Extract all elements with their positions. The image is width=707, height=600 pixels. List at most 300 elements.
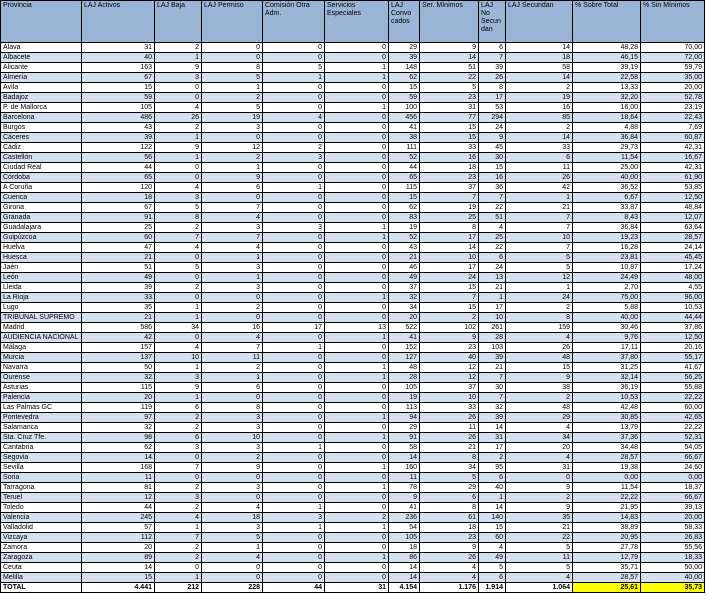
value-cell: 0 — [325, 383, 389, 393]
value-cell: 159 — [506, 323, 573, 333]
value-cell: 4 — [155, 243, 202, 253]
value-cell: 9 — [420, 43, 479, 53]
value-cell: 0 — [202, 493, 263, 503]
value-cell: 62 — [389, 73, 420, 83]
value-cell: 0 — [325, 193, 389, 203]
value-cell: 1 — [155, 573, 202, 583]
value-cell: 8 — [420, 223, 479, 233]
value-cell: 9 — [155, 383, 202, 393]
value-cell: 1 — [325, 363, 389, 373]
value-cell: 39 — [479, 413, 506, 423]
value-cell: 5 — [506, 543, 573, 553]
value-cell: 47 — [82, 243, 155, 253]
value-cell: 12 — [202, 143, 263, 153]
header-row — [1, 1, 705, 43]
value-cell: 22,22 — [641, 393, 705, 403]
value-cell: 4 — [420, 563, 479, 573]
province-cell: Cuenca — [1, 193, 82, 203]
value-cell: 4 — [155, 343, 202, 353]
value-cell: 2 — [202, 153, 263, 163]
value-cell: 63,64 — [641, 223, 705, 233]
value-cell: 6,67 — [573, 193, 641, 203]
table-row — [1, 223, 705, 233]
table-row — [1, 153, 705, 163]
value-cell: 81 — [82, 483, 155, 493]
province-cell: Lleida — [1, 283, 82, 293]
value-cell: 0 — [263, 103, 325, 113]
value-cell: 42,65 — [641, 413, 705, 423]
value-cell: 52,78 — [641, 93, 705, 103]
value-cell: 23,81 — [573, 253, 641, 263]
value-cell: 0 — [202, 573, 263, 583]
value-cell: 113 — [389, 403, 420, 413]
province-cell: La Rioja — [1, 293, 82, 303]
value-cell: 6 — [479, 573, 506, 583]
value-cell: 1 — [155, 133, 202, 143]
value-cell: 5 — [263, 63, 325, 73]
table-row — [1, 523, 705, 533]
value-cell: 26 — [479, 73, 506, 83]
value-cell: 0,00 — [573, 473, 641, 483]
value-cell: 7 — [506, 243, 573, 253]
value-cell: 1 — [325, 553, 389, 563]
value-cell: 60 — [82, 233, 155, 243]
value-cell: 42 — [82, 333, 155, 343]
value-cell: 1 — [263, 183, 325, 193]
value-cell: 26 — [155, 113, 202, 123]
value-cell: 17 — [479, 93, 506, 103]
value-cell: 0 — [263, 163, 325, 173]
value-cell: 11,54 — [573, 483, 641, 493]
value-cell: 70,00 — [641, 43, 705, 53]
value-cell: 23 — [420, 173, 479, 183]
province-cell: Alicante — [1, 63, 82, 73]
value-cell: 48 — [506, 353, 573, 363]
province-cell: Albacete — [1, 53, 82, 63]
value-cell: 115 — [82, 383, 155, 393]
value-cell: 14 — [82, 453, 155, 463]
table-row — [1, 63, 705, 73]
value-cell: 1 — [325, 73, 389, 83]
value-cell: 5 — [202, 73, 263, 83]
value-cell: 2 — [202, 93, 263, 103]
value-cell: 4 — [155, 103, 202, 113]
value-cell: 140 — [479, 513, 506, 523]
value-cell: 1 — [506, 283, 573, 293]
table-row — [1, 303, 705, 313]
value-cell: 0 — [325, 133, 389, 143]
value-cell: 0 — [325, 163, 389, 173]
value-cell: 1 — [155, 53, 202, 63]
value-cell: 26 — [506, 173, 573, 183]
table-row — [1, 423, 705, 433]
value-cell: 1 — [263, 523, 325, 533]
value-cell: 32 — [82, 373, 155, 383]
value-cell: 89 — [82, 553, 155, 563]
value-cell: 5,88 — [573, 303, 641, 313]
province-cell: Las Palmas GC — [1, 403, 82, 413]
value-cell: 15 — [420, 133, 479, 143]
total-value: 1.914 — [479, 583, 506, 593]
value-cell: 29 — [420, 483, 479, 493]
table-row — [1, 263, 705, 273]
value-cell: 120 — [82, 183, 155, 193]
value-cell: 0 — [155, 163, 202, 173]
value-cell: 0 — [325, 243, 389, 253]
value-cell: 15 — [479, 163, 506, 173]
table-row — [1, 113, 705, 123]
total-value: 31 — [325, 583, 389, 593]
value-cell: 14 — [389, 573, 420, 583]
table-row — [1, 213, 705, 223]
table-row — [1, 533, 705, 543]
value-cell: 9 — [479, 133, 506, 143]
value-cell: 0 — [325, 503, 389, 513]
total-value: 212 — [155, 583, 202, 593]
value-cell: 17,11 — [573, 343, 641, 353]
value-cell: 19 — [202, 113, 263, 123]
value-cell: 3 — [155, 373, 202, 383]
value-cell: 21 — [82, 253, 155, 263]
value-cell: 44,44 — [641, 313, 705, 323]
province-cell: Barcelona — [1, 113, 82, 123]
table-row — [1, 433, 705, 443]
value-cell: 23 — [420, 343, 479, 353]
table-row — [1, 363, 705, 373]
value-cell: 163 — [82, 63, 155, 73]
value-cell: 15 — [420, 303, 479, 313]
column-header: Comisión Otra Adm. — [263, 1, 325, 43]
value-cell: 1 — [325, 373, 389, 383]
value-cell: 12,79 — [573, 553, 641, 563]
value-cell: 17 — [420, 263, 479, 273]
value-cell: 1 — [155, 523, 202, 533]
value-cell: 39 — [82, 133, 155, 143]
value-cell: 41 — [389, 123, 420, 133]
value-cell: 40,00 — [573, 173, 641, 183]
value-cell: 42 — [506, 183, 573, 193]
value-cell: 5 — [155, 203, 202, 213]
value-cell: 2 — [155, 283, 202, 293]
value-cell: 4 — [202, 333, 263, 343]
value-cell: 9 — [506, 503, 573, 513]
value-cell: 38 — [389, 133, 420, 143]
province-cell: Cantabria — [1, 443, 82, 453]
value-cell: 0 — [325, 53, 389, 63]
value-cell: 30,46 — [573, 323, 641, 333]
value-cell: 3 — [155, 193, 202, 203]
value-cell: 2 — [202, 303, 263, 313]
value-cell: 19,23 — [573, 233, 641, 243]
value-cell: 91 — [82, 213, 155, 223]
province-cell: Salamanca — [1, 423, 82, 433]
value-cell: 0 — [202, 133, 263, 143]
province-cell: Huelva — [1, 243, 82, 253]
value-cell: 36,52 — [573, 183, 641, 193]
column-header: Provincia — [1, 1, 82, 43]
value-cell: 0 — [263, 353, 325, 363]
column-header: LAJ Activos — [82, 1, 155, 43]
value-cell: 0 — [325, 563, 389, 573]
value-cell: 45 — [479, 143, 506, 153]
value-cell: 0 — [263, 383, 325, 393]
value-cell: 24 — [479, 263, 506, 273]
value-cell: 65 — [82, 173, 155, 183]
value-cell: 20,95 — [573, 533, 641, 543]
province-cell: Cáceres — [1, 133, 82, 143]
province-cell: Ourense — [1, 373, 82, 383]
value-cell: 2 — [325, 513, 389, 523]
value-cell: 5 — [506, 253, 573, 263]
value-cell: 4 — [155, 183, 202, 193]
value-cell: 40 — [479, 483, 506, 493]
column-header: LAJ Secundan — [506, 1, 573, 43]
value-cell: 0 — [155, 563, 202, 573]
table-row — [1, 373, 705, 383]
value-cell: 0 — [263, 313, 325, 323]
value-cell: 25,00 — [573, 163, 641, 173]
value-cell: 36,84 — [573, 223, 641, 233]
value-cell: 2 — [155, 43, 202, 53]
value-cell: 85 — [506, 113, 573, 123]
value-cell: 0 — [263, 413, 325, 423]
province-cell: Segovia — [1, 453, 82, 463]
value-cell: 23 — [420, 533, 479, 543]
value-cell: 7 — [479, 373, 506, 383]
value-cell: 9,76 — [573, 333, 641, 343]
value-cell: 3 — [202, 263, 263, 273]
value-cell: 5 — [420, 473, 479, 483]
value-cell: 0 — [325, 183, 389, 193]
value-cell: 24 — [479, 123, 506, 133]
value-cell: 0 — [263, 283, 325, 293]
value-cell: 5 — [202, 103, 263, 113]
value-cell: 0 — [325, 93, 389, 103]
table-row — [1, 93, 705, 103]
table-row — [1, 103, 705, 113]
value-cell: 26,83 — [641, 533, 705, 543]
total-value: 4.441 — [82, 583, 155, 593]
value-cell: 10,53 — [641, 303, 705, 313]
value-cell: 11 — [389, 473, 420, 483]
value-cell: 34 — [506, 433, 573, 443]
value-cell: 5 — [155, 263, 202, 273]
value-cell: 2 — [202, 453, 263, 463]
value-cell: 0 — [155, 473, 202, 483]
value-cell: 39 — [479, 63, 506, 73]
value-cell: 157 — [82, 343, 155, 353]
table-row — [1, 233, 705, 243]
province-cell: Valencia — [1, 513, 82, 523]
value-cell: 0 — [155, 83, 202, 93]
value-cell: 15 — [82, 83, 155, 93]
value-cell: 7 — [202, 233, 263, 243]
value-cell: 6 — [479, 473, 506, 483]
value-cell: 3 — [202, 483, 263, 493]
value-cell: 0 — [325, 253, 389, 263]
province-cell: Guadalajara — [1, 223, 82, 233]
value-cell: 16 — [202, 323, 263, 333]
value-cell: 1 — [479, 493, 506, 503]
value-cell: 86 — [389, 553, 420, 563]
value-cell: 9 — [506, 373, 573, 383]
table-row — [1, 203, 705, 213]
value-cell: 22,43 — [641, 113, 705, 123]
value-cell: 0 — [263, 83, 325, 93]
value-cell: 20,00 — [641, 83, 705, 93]
value-cell: 7 — [420, 193, 479, 203]
value-cell: 2 — [155, 223, 202, 233]
value-cell: 148 — [389, 63, 420, 73]
value-cell: 51 — [420, 63, 479, 73]
value-cell: 21 — [420, 443, 479, 453]
value-cell: 7 — [479, 53, 506, 63]
value-cell: 16,67 — [641, 153, 705, 163]
value-cell: 43 — [389, 243, 420, 253]
value-cell: 0 — [325, 573, 389, 583]
value-cell: 0 — [263, 533, 325, 543]
value-cell: 0 — [325, 43, 389, 53]
value-cell: 0 — [263, 293, 325, 303]
value-cell: 0 — [263, 303, 325, 313]
value-cell: 8 — [155, 213, 202, 223]
value-cell: 28 — [479, 333, 506, 343]
value-cell: 0 — [325, 123, 389, 133]
value-cell: 1 — [325, 333, 389, 343]
value-cell: 0 — [325, 453, 389, 463]
province-cell: Zamora — [1, 543, 82, 553]
value-cell: 0 — [325, 473, 389, 483]
value-cell: 38,89 — [573, 523, 641, 533]
value-cell: 32 — [389, 293, 420, 303]
province-cell: Cádiz — [1, 143, 82, 153]
table-row — [1, 143, 705, 153]
value-cell: 7 — [155, 233, 202, 243]
value-cell: 40,00 — [573, 313, 641, 323]
value-cell: 0 — [263, 233, 325, 243]
value-cell: 23 — [420, 93, 479, 103]
value-cell: 35 — [506, 513, 573, 523]
value-cell: 26 — [420, 413, 479, 423]
value-cell: 2 — [506, 123, 573, 133]
value-cell: 28 — [389, 373, 420, 383]
value-cell: 1 — [263, 443, 325, 453]
province-cell: Navarra — [1, 363, 82, 373]
value-cell: 20 — [389, 313, 420, 323]
value-cell: 0 — [263, 563, 325, 573]
value-cell: 12,50 — [641, 333, 705, 343]
value-cell: 0 — [325, 173, 389, 183]
value-cell: 4 — [202, 503, 263, 513]
value-cell: 3 — [155, 73, 202, 83]
value-cell: 0 — [263, 463, 325, 473]
value-cell: 94 — [389, 413, 420, 423]
value-cell: 44 — [82, 163, 155, 173]
value-cell: 2 — [155, 423, 202, 433]
value-cell: 0 — [325, 143, 389, 153]
table-row — [1, 83, 705, 93]
value-cell: 95 — [479, 463, 506, 473]
table-row — [1, 503, 705, 513]
value-cell: 18 — [389, 543, 420, 553]
value-cell: 30,85 — [573, 413, 641, 423]
value-cell: 0 — [263, 363, 325, 373]
value-cell: 19,38 — [573, 463, 641, 473]
value-cell: 28,57 — [573, 573, 641, 583]
value-cell: 67 — [82, 73, 155, 83]
value-cell: 13 — [325, 323, 389, 333]
value-cell: 0 — [325, 83, 389, 93]
value-cell: 12,50 — [641, 193, 705, 203]
value-cell: 21,95 — [573, 503, 641, 513]
value-cell: 1 — [202, 373, 263, 383]
value-cell: 78 — [389, 483, 420, 493]
value-cell: 4 — [263, 113, 325, 123]
province-cell: Burgos — [1, 123, 82, 133]
value-cell: 67 — [82, 203, 155, 213]
value-cell: 0 — [263, 263, 325, 273]
value-cell: 1 — [263, 503, 325, 513]
value-cell: 1 — [325, 103, 389, 113]
value-cell: 9 — [155, 143, 202, 153]
value-cell: 168 — [82, 463, 155, 473]
value-cell: 48 — [389, 363, 420, 373]
value-cell: 7 — [202, 203, 263, 213]
value-cell: 0 — [325, 113, 389, 123]
value-cell: 3 — [155, 443, 202, 453]
value-cell: 25 — [82, 223, 155, 233]
table-row — [1, 123, 705, 133]
value-cell: 1 — [325, 463, 389, 473]
value-cell: 0 — [155, 93, 202, 103]
value-cell: 0 — [325, 423, 389, 433]
table-row — [1, 393, 705, 403]
value-cell: 66,67 — [641, 453, 705, 463]
value-cell: 11,54 — [573, 153, 641, 163]
value-cell: 32 — [82, 423, 155, 433]
value-cell: 48,84 — [641, 203, 705, 213]
value-cell: 137 — [82, 353, 155, 363]
value-cell: 21 — [506, 203, 573, 213]
table-row — [1, 413, 705, 423]
value-cell: 3 — [202, 413, 263, 423]
value-cell: 7 — [479, 393, 506, 403]
value-cell: 40 — [420, 353, 479, 363]
value-cell: 13 — [479, 273, 506, 283]
table-row — [1, 473, 705, 483]
value-cell: 1 — [325, 433, 389, 443]
value-cell: 34 — [420, 463, 479, 473]
total-value: 4.154 — [389, 583, 420, 593]
value-cell: 0 — [506, 473, 573, 483]
value-cell: 5 — [202, 533, 263, 543]
value-cell: 33 — [420, 143, 479, 153]
value-cell: 2 — [155, 483, 202, 493]
table-row — [1, 313, 705, 323]
value-cell: 0 — [155, 293, 202, 303]
table-row — [1, 353, 705, 363]
value-cell: 0 — [325, 153, 389, 163]
value-cell: 2 — [155, 553, 202, 563]
value-cell: 0 — [325, 393, 389, 403]
value-cell: 1 — [155, 313, 202, 323]
value-cell: 9 — [389, 493, 420, 503]
value-cell: 11 — [202, 353, 263, 363]
value-cell: 17 — [479, 443, 506, 453]
value-cell: 0 — [325, 203, 389, 213]
value-cell: 34 — [155, 323, 202, 333]
value-cell: 6 — [506, 153, 573, 163]
